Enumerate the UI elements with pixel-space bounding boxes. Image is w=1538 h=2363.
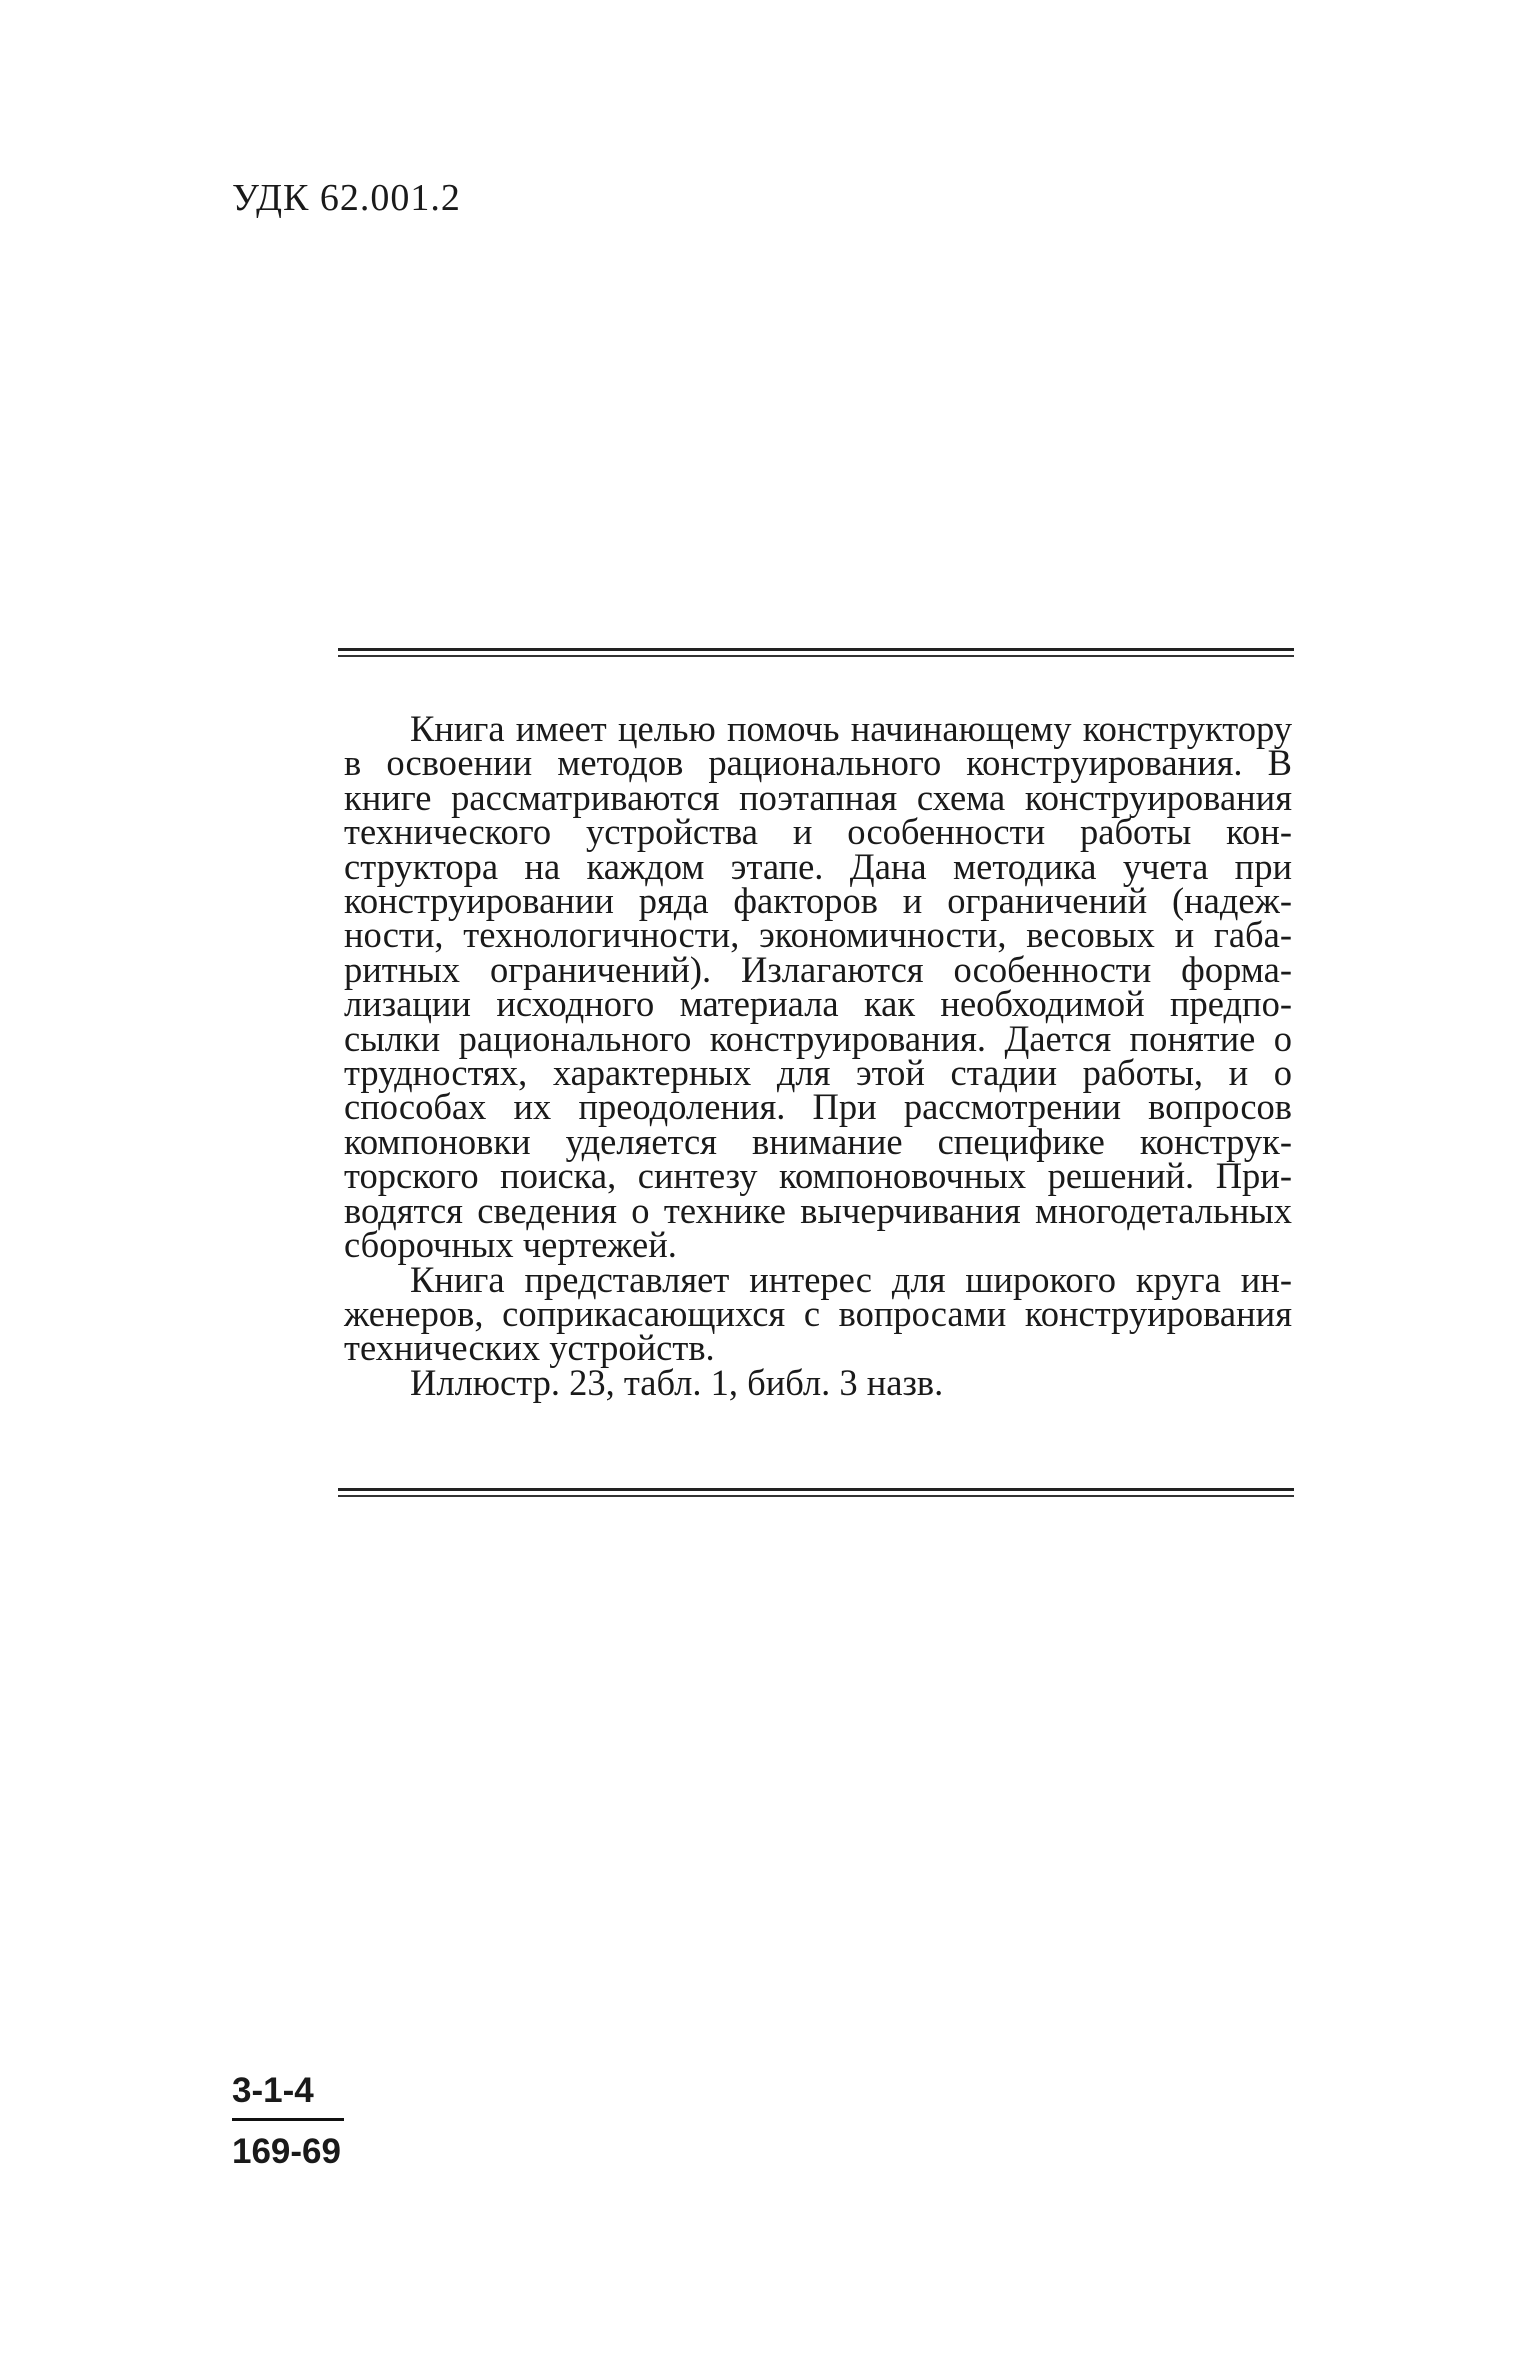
abstract-block [344,708,1292,1403]
abstract-paragraph-2: Книга представляет интерес для широкого круга инженеров, соприкасающихся с вопросами конструирования технических устройств. [344,1258,1292,1369]
bottom-rule-thick [338,1488,1294,1491]
abstract-paragraph-1: Книга имеет целью помочь начинающему конструктору в освоении методов рационального конструирования. В книге рассматриваются поэтапная схема конструирования технического устройства и особенности работы конструктора на каждом этапе. Дана методика учета при конструировании ряда факторов и ограничений (надежности, технологичности, экономичности, весовых и габаритных ограничений). Излагаются особенности формализации исходного материала как необходимой предпосылки рационального конструирования. Дается понятие о трудностях, характерных для этой стадии работы, и о способах их преодоления. При рассмотрении вопросов компоновки уделяется внимание специфике конструкторского поиска, синтезу компоновочных решений. Приводятся сведения о технике вычерчивания многодетальных сборочных чертежей. [344,708,1292,1266]
index-code-top: 3-1-4 [232,2072,344,2121]
top-rule-thin [338,655,1294,657]
udk-code: УДК 62.001.2 [232,177,461,219]
index-code [232,2072,344,2171]
top-double-rule [338,648,1294,657]
index-code-bottom: 169-69 [232,2132,341,2171]
top-rule-thick [338,648,1294,651]
bottom-double-rule [338,1488,1294,1497]
bottom-rule-thin [338,1495,1294,1497]
abstract-summary: Иллюстр. 23, табл. 1, библ. 3 назв. [410,1361,944,1403]
